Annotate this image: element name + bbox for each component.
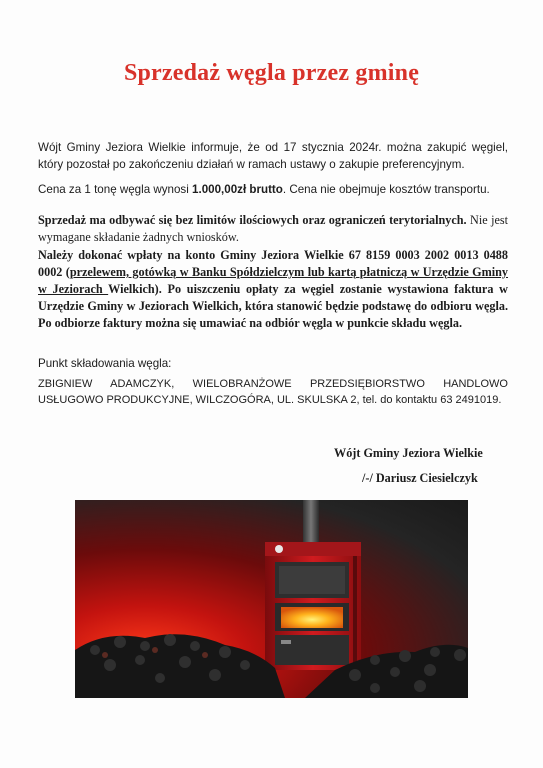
signature-role: Wójt Gminy Jeziora Wielkie [334, 446, 483, 460]
price-text-after: . Cena nie obejmuje kosztów transportu. [282, 183, 490, 196]
signature-name: /-/ Dariusz Ciesielczyk [362, 471, 478, 485]
announcement-paragraph: Wójt Gminy Jeziora Wielkie informuje, że od 17 stycznia 2024r. można zakupić węgiel, który pozostał po zakończeniu działań w ramach ustawy o zakupie preferencyjnym. [38, 141, 508, 171]
storage-point-label: Punkt składowania węgla: [38, 357, 172, 370]
sale-conditions-paragraph [38, 212, 508, 246]
price-paragraph [38, 181, 508, 198]
price-text-before: Cena za 1 tonę węgla wynosi [38, 183, 193, 196]
price-value: 1.000,00zł brutto [192, 183, 283, 196]
storage-point-address: ZBIGNIEW ADAMCZYK, WIELOBRANŻOWE PRZEDSIĘBIORSTWO HANDLOWO USŁUGOWO PRODUKCYJNE, WILCZOGÓRA, UL. SKULSKA 2, tel. do kontaktu 63 2491019. [38, 378, 508, 406]
boiler-photo [75, 500, 468, 698]
payment-methods-underlined: przelewem, gotówką w Banku Spółdzielczym lub kartą płatniczą w Urzędzie Gminy w Jeziorach [38, 265, 509, 296]
payment-paragraph [38, 247, 508, 332]
page-title: Sprzedaż węgla przez gminę [123, 60, 420, 86]
payment-text-1: Należy dokonać wpłaty na konto Gminy Jeziora Wielkie 67 8159 0003 2002 0013 0488 0002 ( [38, 248, 508, 279]
payment-text-2: Wielkich). Po uiszczeniu opłaty za węgiel zostanie wystawiona faktura w Urzędzie Gminy w Jeziorach Wielkich, która stanowić będzie podstawę do odbioru węgla. Po odbiorze faktury można się umawiać na odbiór węgla w punkcie składu węgla. [38, 282, 508, 330]
sale-conditions-bold: Sprzedaż ma odbywać się bez limitów ilościowych oraz ograniczeń terytorialnych. [38, 213, 467, 227]
boiler-illustration [75, 500, 468, 698]
sale-conditions-note: Nie jest wymagane składanie żadnych wniosków. [38, 213, 508, 244]
